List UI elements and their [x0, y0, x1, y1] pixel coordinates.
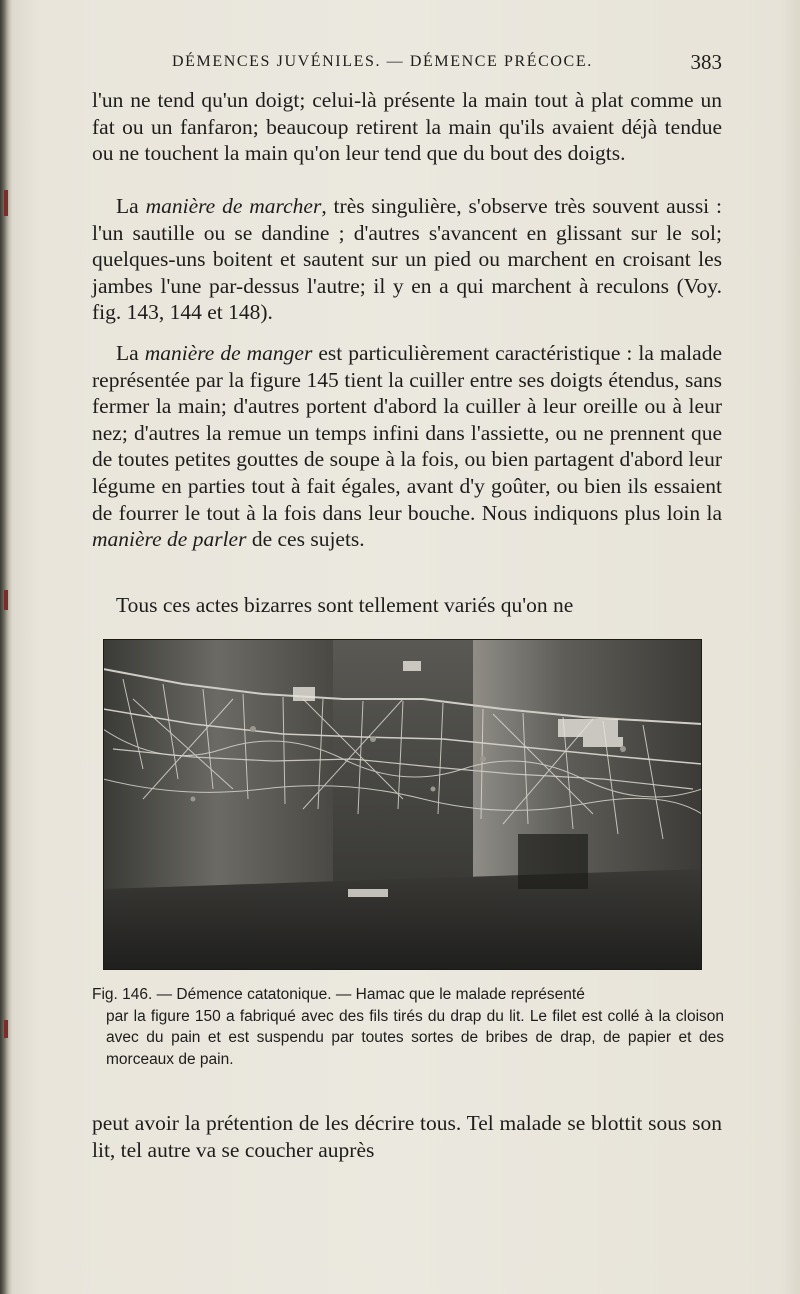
page-header — [92, 50, 722, 76]
paragraph-continuation: peut avoir la prétention de les décrire tous. Tel malade se blottit sous son lit, tel autre va se coucher auprès — [92, 1111, 722, 1162]
figure-caption-title: Démence catatonique. — Hamac que le malade représenté — [172, 986, 585, 1003]
paragraph-eating-end: de ces sujets. — [246, 527, 365, 552]
figure-caption — [92, 984, 724, 1070]
paragraph-walking-rest: , très singulière, s'observe très souvent aussi : l'un sautille ou se dandine ; d'autres s'avancent en glissant sur le sol; quelques-uns boitent et sautent sur un pied ou marchent en croisant les jambes l'une par-dessus l'autre; il y en a qui marchent à reculons (Voy. fig. 143, 144 et 148). — [92, 194, 723, 325]
paragraph-eating — [92, 340, 722, 553]
paragraph-walking-lead: La — [116, 194, 146, 218]
page-number: 383 — [690, 50, 722, 74]
running-title: DÉMENCES JUVÉNILES. — DÉMENCE PRÉCOCE. — [172, 53, 593, 70]
paragraph-walking-italic: manière de marcher — [145, 194, 322, 218]
figure-caption-body: par la figure 150 a fabriqué avec des fils tirés du drap du lit. Le filet est collé à la cloison avec du pain et est suspendu par toutes sortes de bribes de drap, de papier et des morceaux de pain. — [106, 1007, 724, 1068]
binding-mark — [4, 1020, 8, 1038]
paragraph-eating-italic-speech: manière de parler — [92, 527, 247, 552]
paragraph-bizarre-acts: Tous ces actes bizarres sont tellement variés qu'on ne — [116, 593, 574, 617]
figure-photograph-hammock — [103, 639, 702, 970]
paragraph-handshake: l'un ne tend qu'un doigt; celui-là présente la main tout à plat comme un fat ou un fanfaron; beaucoup retirent la main qu'ils avaient déjà tendue ou ne touchent la main qu'on leur tend que du bout des doigts. — [92, 88, 722, 166]
photo-hammock-net-image — [103, 639, 702, 970]
paragraph-walking — [92, 193, 722, 326]
binding-mark — [4, 190, 8, 216]
paragraph-eating-lead: La — [116, 341, 145, 365]
book-binding-edge — [0, 0, 12, 1294]
figure-caption-label: Fig. 146. — — [92, 986, 173, 1003]
paragraph-eating-mid: est particulièrement caractéristique : la malade représentée par la figure 145 tient la cuiller entre ses doigts étendus, sans fermer la main; d'autres portent d'abord la cuiller à leur oreille ou à leur nez; d'autres la remue un temps infini dans l'assiette, ou ne prennent que de toutes petites gouttes de soupe à la fois, ou bien partagent d'abord leur légume en parties tout à fait égales, avant d'y goûter, ou bien ils essaient de fourrer le tout à la fois dans leur bouche. Nous indiquons plus loin la — [92, 341, 722, 525]
paragraph-eating-italic: manière de manger — [144, 341, 313, 365]
binding-mark — [4, 590, 8, 610]
